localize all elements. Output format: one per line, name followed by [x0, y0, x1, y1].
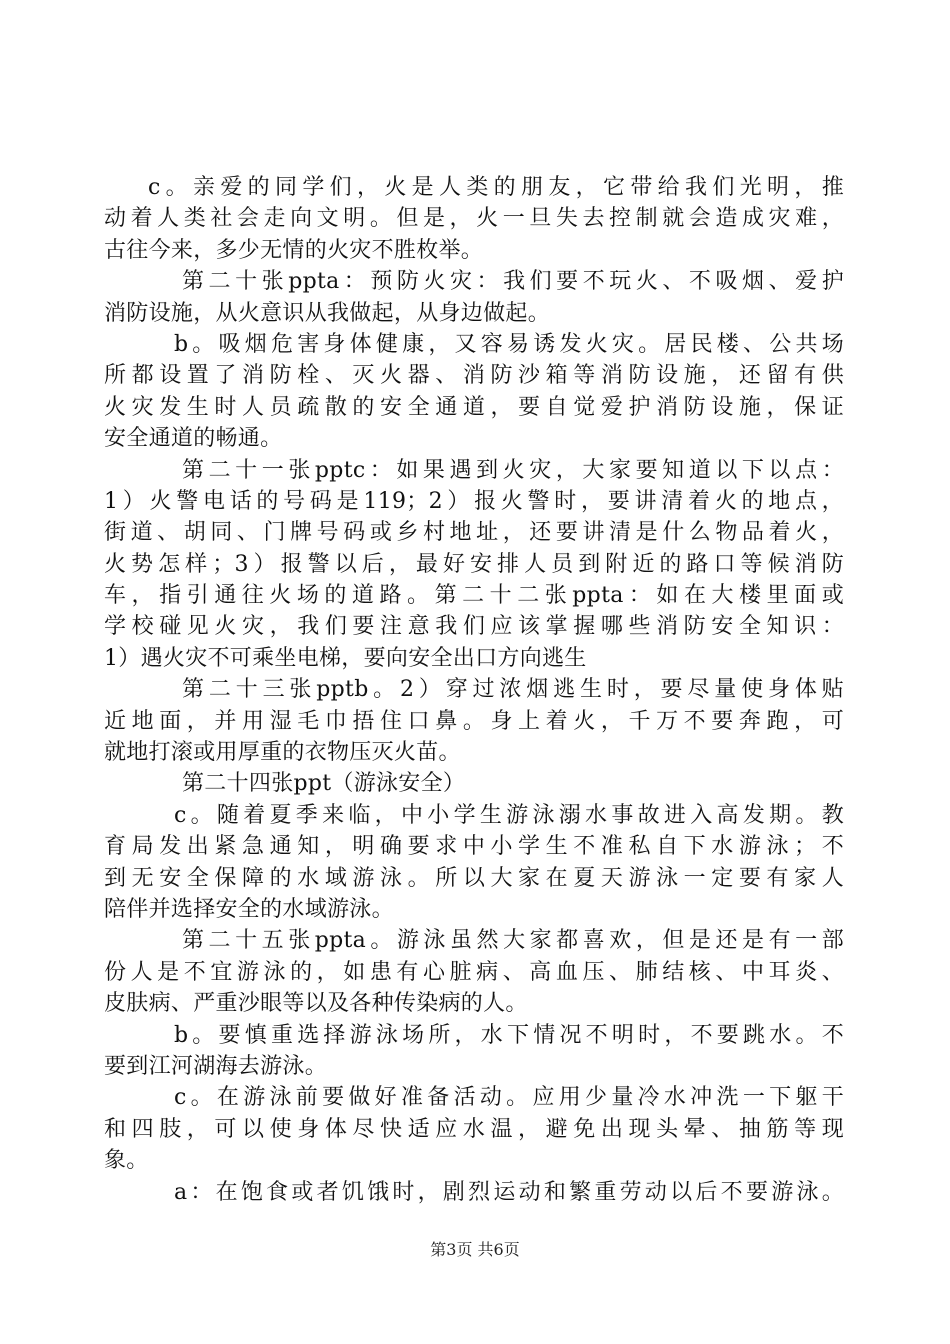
- document-body: [104, 172, 844, 1208]
- text-line: c。在游泳前要做好准备活动。应用少量冷水冲洗一下躯干: [174, 1085, 844, 1111]
- text-line: 份人是不宜游泳的，如患有心脏病、高血压、肺结核、中耳炎、: [104, 959, 844, 985]
- text-line: 车，指引通往火场的道路。第二十二张ppta：如在大楼里面或: [104, 583, 844, 609]
- text-line: 消防设施，从火意识从我做起，从身边做起。: [104, 300, 551, 326]
- text-line: 就地打滚或用厚重的衣物压灭火苗。: [104, 740, 461, 766]
- text-line: 安全通道的畅通。: [104, 426, 283, 452]
- text-line: 第二十一张pptc：如果遇到火灾，大家要知道以下以点：: [182, 457, 844, 483]
- text-line: a：在饱食或者饥饿时，剧烈运动和繁重劳动以后不要游泳。: [174, 1179, 844, 1205]
- text-line: 第二十张ppta：预防火灾：我们要不玩火、不吸烟、爱护: [182, 269, 844, 295]
- text-line: 古往今来，多少无情的火灾不胜枚举。: [104, 237, 484, 263]
- text-line: 第二十五张ppta。游泳虽然大家都喜欢，但是还是有一部: [182, 928, 844, 954]
- page-footer: 第3页 共6页: [430, 1240, 520, 1259]
- text-line: 陪伴并选择安全的水域游泳。: [104, 896, 394, 922]
- text-line: 动着人类社会走向文明。但是，火一旦失去控制就会造成灾难，: [104, 206, 844, 232]
- text-line: 1）火警电话的号码是119；2）报火警时，要讲清着火的地点，: [104, 488, 844, 514]
- text-line: b。要慎重选择游泳场所，水下情况不明时，不要跳水。不: [174, 1022, 844, 1048]
- text-line: 近地面，并用湿毛巾捂住口鼻。身上着火，千万不要奔跑，可: [104, 708, 844, 734]
- text-line: 皮肤病、严重沙眼等以及各种传染病的人。: [104, 991, 528, 1017]
- text-line: c。随着夏季来临，中小学生游泳溺水事故进入高发期。教: [174, 802, 844, 828]
- text-line: 所都设置了消防栓、灭火器、消防沙箱等消防设施，还留有供: [104, 363, 844, 389]
- text-line: 1）遇火灾不可乘坐电梯，要向安全出口方向逃生: [104, 645, 587, 671]
- text-line: 火势怎样；3）报警以后，最好安排人员到附近的路口等候消防: [104, 551, 844, 577]
- text-line: 象。: [104, 1148, 149, 1174]
- text-line: 第二十三张pptb。2）穿过浓烟逃生时，要尽量使身体贴: [182, 677, 844, 703]
- text-line: 学校碰见火灾，我们要注意我们应该掌握哪些消防安全知识：: [104, 614, 844, 640]
- text-line: 育局发出紧急通知，明确要求中小学生不准私自下水游泳；不: [104, 834, 844, 860]
- text-line: 第二十四张ppt（游泳安全）: [182, 771, 466, 797]
- text-line: 街道、胡同、门牌号码或乡村地址，还要讲清是什么物品着火，: [104, 520, 844, 546]
- text-line: c。亲爱的同学们，火是人类的朋友，它带给我们光明，推: [148, 175, 844, 200]
- text-line: b。吸烟危害身体健康，又容易诱发火灾。居民楼、公共场: [174, 331, 844, 357]
- text-line: 到无安全保障的水域游泳。所以大家在夏天游泳一定要有家人: [104, 865, 844, 891]
- text-line: 要到江河湖海去游泳。: [104, 1053, 328, 1079]
- text-line: 火灾发生时人员疏散的安全通道，要自觉爱护消防设施，保证: [104, 394, 844, 420]
- text-line: 和四肢，可以使身体尽快适应水温，避免出现头晕、抽筋等现: [104, 1116, 844, 1142]
